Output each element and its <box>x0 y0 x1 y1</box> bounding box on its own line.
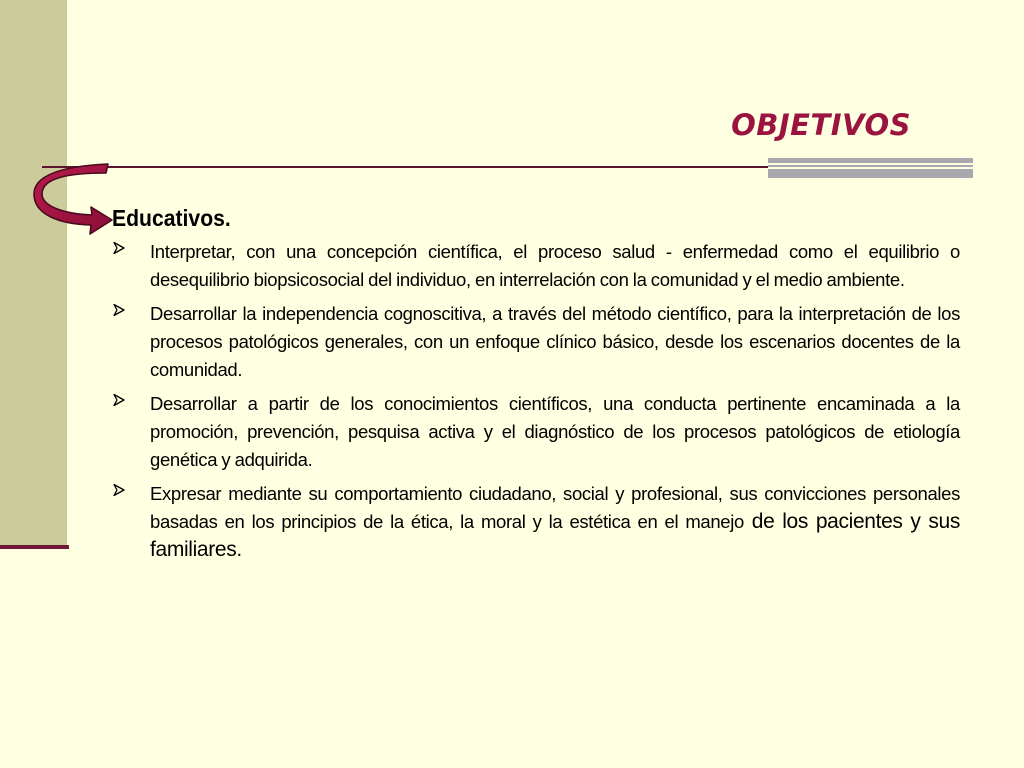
list-item <box>112 390 960 474</box>
title-gray-bar <box>768 158 973 178</box>
objectives-list <box>112 238 960 564</box>
bullet-text: Desarrollar a partir de los conocimientos científicos, una conducta pertinente encaminada a la promoción, prevención, pesquisa activa y el diagnóstico de los procesos patológicos de etiología genética y adquirida. <box>150 393 960 470</box>
list-item <box>112 480 960 564</box>
bullet-text: Desarrollar la independencia cognoscitiva, a través del método científico, para la interpretación de los procesos patológicos generales, con un enfoque clínico básico, desde los escenarios docentes de la comunidad. <box>150 303 960 380</box>
slide-title: OBJETIVOS <box>731 108 911 142</box>
left-decorative-band <box>0 0 67 545</box>
list-item <box>112 238 960 294</box>
arrowhead-bullet-icon <box>112 241 126 255</box>
bullet-text-group <box>150 480 960 564</box>
arrowhead-bullet-icon <box>112 303 126 317</box>
slide-content <box>112 205 960 570</box>
curved-arrow-icon <box>30 162 120 242</box>
list-item <box>112 300 960 384</box>
arrowhead-bullet-icon <box>112 483 126 497</box>
bullet-text: Expresar mediante su comportamiento ciudadano, social y profesional, sus convicciones personales basadas en los principios de la ética, la moral y la estética en el manejo <box>150 483 960 532</box>
arrowhead-bullet-icon <box>112 393 126 407</box>
bullet-text: Interpretar, con una concepción científica, el proceso salud - enfermedad como el equilibrio o desequilibrio biopsicosocial del individuo, en interrelación con la comunidad y el medio ambiente. <box>150 241 960 290</box>
section-heading: Educativos. <box>112 205 231 231</box>
left-band-bottom-line <box>0 545 69 549</box>
bullet-text-emphasis: de los pacientes y sus familiares. <box>150 510 960 561</box>
